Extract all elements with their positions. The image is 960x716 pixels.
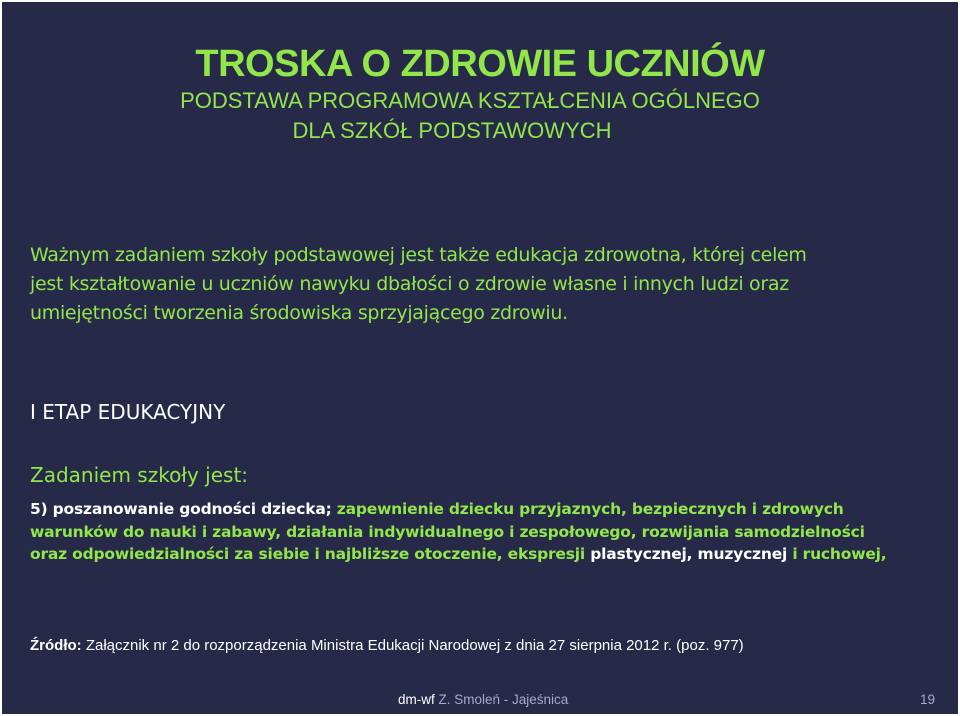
point-text-white: plastycznej, muzycznej	[585, 545, 788, 563]
intro-line: jest kształtowanie u uczniów nawyku dbałości o zdrowie własne i innych ludzi oraz	[30, 273, 789, 295]
source-text: Załącznik nr 2 do rozporządzenia Ministra Edukacji Narodowej z dnia 27 sierpnia 2012 r. (poz. 977)	[81, 637, 744, 654]
slide-subtitle-line2: DLA SZKÓŁ PODSTAWOWYCH	[292, 118, 612, 143]
point-text-green: i ruchowej,	[787, 545, 887, 563]
slide-subtitle-line1: PODSTAWA PROGRAMOWA KSZTAŁCENIA OGÓLNEGO	[180, 88, 760, 113]
intro-line: Ważnym zadaniem szkoły podstawowej jest także edukacja zdrowotna, której celem	[30, 244, 807, 266]
point-line-3	[30, 543, 950, 566]
point-text-green: zapewnienie dziecku przyjaznych, bezpiecznych i zdrowych	[331, 500, 844, 518]
footer-author	[398, 691, 568, 709]
point-line-1	[30, 498, 950, 521]
footer-author-prefix: dm-wf	[398, 692, 439, 707]
page-number: 19	[920, 692, 936, 707]
curriculum-point	[30, 498, 950, 566]
slide-title: TROSKA O ZDROWIE UCZNIÓW	[195, 43, 765, 85]
intro-paragraph	[30, 241, 940, 328]
slide	[2, 2, 958, 714]
source-label: Źródło:	[30, 637, 82, 654]
task-heading: Zadaniem szkoły jest:	[30, 463, 249, 487]
point-text-green: oraz odpowiedzialności za siebie i najbliższe otoczenie, ekspresji	[30, 545, 585, 563]
intro-line: umiejętności tworzenia środowiska sprzyjającego zdrowiu.	[30, 302, 568, 324]
point-text-white: 5) poszanowanie godności dziecka;	[30, 500, 332, 518]
footer-author-name: Z. Smoleń - Jajeśnica	[438, 692, 569, 707]
source-citation	[30, 636, 744, 656]
stage-heading: I ETAP EDUKACYJNY	[30, 400, 226, 424]
point-line-2: warunków do nauki i zabawy, działania indywidualnego i zespołowego, rozwijania samodzielności	[30, 522, 865, 541]
